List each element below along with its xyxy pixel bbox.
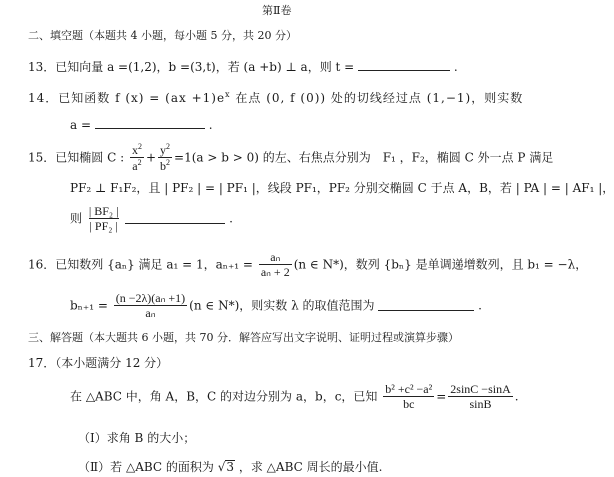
question-13-tail: . [453, 60, 458, 74]
question-17-part1: （Ⅰ）求角 B 的大小； [78, 431, 196, 445]
question-13 [28, 60, 458, 73]
question-15-line2: PF₂ ⊥ F₁F₂，且 | PF₂ | = | PF₁ |，线段 PF₁，PF₂ 分别交椭圆 C 于点 A，B，若 | PA | = | AF₁ |， [70, 181, 614, 195]
question-15-post: =1(a > b > 0) 的左、右焦点分别为 F₁ ，F₂，椭圆 C 外一点 P 满足 [174, 150, 554, 165]
cosine-fraction: $\frac{\text{b² +c² −a²}}{bc}$ [385, 382, 433, 411]
section-heading-solutions: 三、解答题（本大题共 6 小题，共 70 分．解答应写出文字说明、证明过程或演算步骤） [28, 331, 459, 344]
question-14-sup: x [225, 90, 231, 99]
question-14-text: 14．已知函数 f (x) = (ax +1)e [28, 91, 226, 105]
recurrence-fraction: $\frac{\text{aₙ}}{\text{aₙ + 2}}$ [260, 250, 290, 279]
question-15-line3: 则 $\frac{\text{| BF₂ |}}{\text{| PF₂ |}}$ . [70, 204, 233, 233]
question-17-line1: 在 △ABC 中，角 A，B，C 的对边分别为 a，b，c，已知 $\frac{\text{b² +c² −a²}}{bc}$ = $\frac{2\sin C -\sin A}{\sin B}$ . [70, 382, 519, 411]
bn-fraction: $\frac{\text{(n −2λ)(aₙ +1)}}{\text{aₙ}}$ [115, 291, 186, 320]
question-14 [28, 91, 523, 104]
question-15-pre: 15．已知椭圆 C : [28, 150, 125, 165]
question-17-part2: （Ⅱ）若 △ABC 的面积为 √3 ，求 △ABC 周长的最小值. [78, 460, 383, 474]
ellipse-term-y: $\frac{y^2}{b^2}$ [160, 142, 171, 173]
answer-blank-14[interactable] [95, 118, 205, 129]
answer-blank-15[interactable] [125, 213, 225, 224]
question-13-text: 13．已知向量 a =(1,2)，b =(3,t)，若 (a +b) ⊥ a，则 t = [28, 60, 355, 74]
section-heading-fill-in: 二、填空题（本题共 4 小题，每小题 5 分，共 20 分） [28, 29, 297, 42]
question-16-line2: bₙ₊₁ = $\frac{\text{(n −2λ)(aₙ +1)}}{\text{aₙ}}$ (n ∈ N*)，则实数 λ 的取值范围为 . [70, 291, 482, 320]
answer-blank-13[interactable] [358, 60, 450, 71]
sine-fraction: $\frac{2\sin C -\sin A}{\sin B}$ [450, 382, 511, 411]
question-16: 16．已知数列 {aₙ} 满足 a₁ = 1，aₙ₊₁ = $\frac{\text{aₙ}}{\text{aₙ + 2}}$ (n ∈ N*)，数列 {bₙ} 是单调递增数列，且 b₁ = −λ， [28, 250, 588, 279]
question-14-text2: 在点 (0, f (0)) 处的切线经过点 (1,−1)，则实数 [230, 91, 524, 105]
page-title: 第Ⅱ卷 [262, 4, 292, 17]
question-17-title: 17．（本小题满分 12 分） [28, 356, 169, 370]
answer-blank-16[interactable] [378, 300, 474, 311]
question-14-var: a = [70, 118, 92, 132]
ellipse-term-x: $\frac{x^2}{a^2}$ [131, 142, 142, 173]
ratio-fraction: $\frac{\text{| BF₂ |}}{\text{| PF₂ |}}$ [88, 204, 119, 233]
question-14-tail: . [208, 118, 213, 132]
question-15: 15．已知椭圆 C : $\frac{x^2}{a^2}$ + $\frac{y^2}{b^2}$ =1(a > b > 0) 的左、右焦点分别为 F₁ ，F₂，椭圆 C 外一点 P 满足 [28, 142, 554, 173]
question-14-line2 [70, 118, 213, 131]
